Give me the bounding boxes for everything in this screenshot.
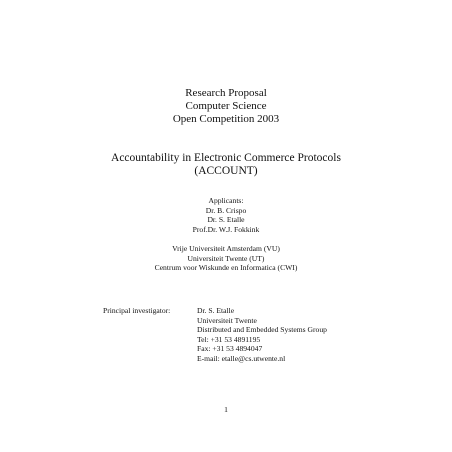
header-line-proposal-type: Research Proposal (185, 87, 267, 99)
institutions-section (0, 244, 452, 273)
title-line-acronym: (ACCOUNT) (194, 165, 258, 177)
pi-group: Distributed and Embedded Systems Group (197, 325, 327, 335)
applicants-heading: Applicants: (208, 196, 244, 205)
proposal-header (0, 87, 452, 126)
principal-investigator-details (197, 306, 327, 364)
pi-name: Dr. S. Etalle (197, 306, 235, 315)
institution-name: Centrum voor Wiskunde en Informatica (CWI) (154, 263, 298, 273)
page-number: 1 (224, 405, 228, 414)
applicant-name: Dr. B. Crispo (205, 205, 247, 215)
institution-name: Universiteit Twente (UT) (187, 253, 265, 263)
pi-institution: Universiteit Twente (197, 315, 257, 325)
applicants-section (0, 196, 452, 234)
institution-name: Vrije Universiteit Amsterdam (VU) (172, 244, 280, 253)
pi-email: E-mail: etalle@cs.utwente.nl (197, 353, 286, 363)
applicant-name: Prof.Dr. W.J. Fokkink (192, 224, 260, 234)
principal-investigator-label: Principal investigator: (103, 306, 171, 315)
pi-fax: Fax: +31 53 4894047 (197, 344, 263, 354)
applicant-name: Dr. S. Etalle (207, 215, 245, 225)
title-line-main: Accountability in Electronic Commerce Protocols (111, 152, 341, 164)
header-line-field: Computer Science (185, 100, 267, 112)
pi-telephone: Tel: +31 53 4891195 (197, 334, 261, 344)
proposal-title (0, 152, 452, 178)
header-line-competition: Open Competition 2003 (172, 113, 280, 125)
